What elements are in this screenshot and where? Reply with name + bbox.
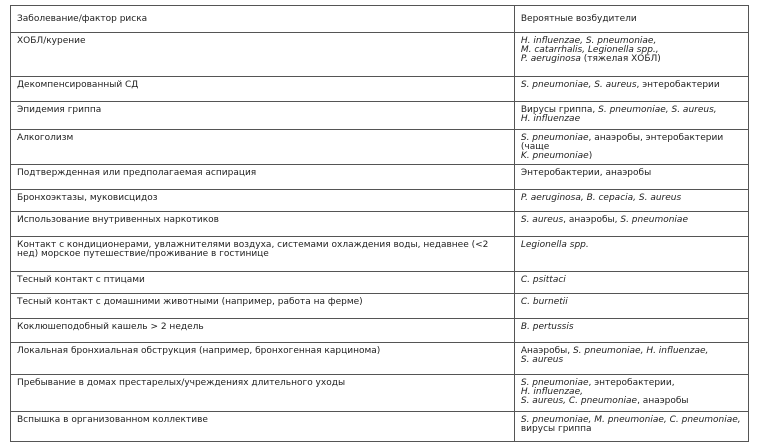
pathogen-text: (тяжелая ХОБЛ) — [580, 54, 661, 64]
table-row — [11, 412, 749, 442]
pathogen-text: Анаэробы, — [520, 346, 573, 356]
table-row — [11, 102, 749, 130]
pathogen-name: S. pneumoniae — [620, 215, 688, 225]
pathogen-name: S. pneumoniae, S. aureus, — [598, 105, 717, 115]
pathogen-text: , энтеробактерии — [636, 80, 720, 90]
pathogen-name: M. catarrhalis, Legionella spp., — [520, 45, 659, 55]
pathogens-cell — [514, 33, 748, 77]
pathogen-name: H. influenzae — [520, 114, 581, 124]
table-row — [11, 165, 749, 190]
table-row — [11, 237, 749, 272]
risk-factor-cell: Эпидемия гриппа — [11, 102, 515, 130]
risk-factor-cell: Пребывание в домах престарелых/учреждениях длительного уходы — [11, 375, 515, 412]
pathogens-cell — [514, 212, 748, 237]
pathogens-cell — [514, 190, 748, 212]
pathogen-text: вирусы гриппа — [520, 424, 592, 434]
risk-factor-cell: Декомпенсированный СД — [11, 77, 515, 102]
pathogen-name: S. aureus, C. pneumoniae — [520, 396, 638, 406]
pathogens-cell — [514, 237, 748, 272]
pathogen-text: , анаэробы, — [563, 215, 621, 225]
pathogen-text: Энтеробактерии, анаэробы — [520, 168, 652, 178]
pathogens-cell — [514, 102, 748, 130]
pathogen-name: B. pertussis — [520, 322, 574, 332]
pathogen-name: H. influenzae, S. pneumoniae, — [520, 36, 657, 46]
pathogens-cell — [514, 319, 748, 343]
pathogens-cell — [514, 165, 748, 190]
table-row — [11, 343, 749, 375]
pathogen-text: , анаэробы, энтеробактерии (чаще — [520, 133, 724, 152]
pathogen-name: P. aeruginosa, B. cepacia, S. aureus — [520, 193, 682, 203]
pathogens-cell — [514, 375, 748, 412]
table-row — [11, 190, 749, 212]
table-row — [11, 33, 749, 77]
pathogen-text: , энтеробактерии, — [588, 378, 675, 388]
table-row — [11, 212, 749, 237]
pathogen-name: S. pneumoniae — [520, 378, 589, 388]
table-row — [11, 375, 749, 412]
pathogens-cell — [514, 77, 748, 102]
risk-factor-cell: Локальная бронхиальная обструкция (например, бронхогенная карцинома) — [11, 343, 515, 375]
risk-factor-cell: Контакт с кондиционерами, увлажнителями воздуха, системами охлаждения воды, недавнее (<2 нед) морское путешествие/проживание в гостинице — [11, 237, 515, 272]
risk-factor-cell: Бронхоэктазы, муковисцидоз — [11, 190, 515, 212]
pathogen-name: P. aeruginosa — [520, 54, 581, 64]
pathogens-cell — [514, 130, 748, 165]
pathogen-name: Legionella spp. — [520, 240, 589, 250]
pathogen-name: S. pneumoniae — [520, 133, 589, 143]
risk-factor-cell: Коклюшеподобный кашель > 2 недель — [11, 319, 515, 343]
table-row — [11, 319, 749, 343]
header-agents: Вероятные возбудители — [514, 6, 748, 33]
pathogen-name: S. aureus — [520, 215, 564, 225]
risk-factors-table — [10, 5, 749, 442]
table-body — [11, 6, 749, 442]
risk-factor-cell: Использование внутривенных наркотиков — [11, 212, 515, 237]
header-factor: Заболевание/фактор риска — [11, 6, 515, 33]
table-row — [11, 130, 749, 165]
table-header-row — [11, 6, 749, 33]
pathogen-text: ) — [588, 151, 593, 161]
pathogen-name: H. influenzae, — [520, 387, 583, 397]
pathogens-cell — [514, 343, 748, 375]
risk-factor-cell: Вспышка в организованном коллективе — [11, 412, 515, 442]
pathogen-text: Вирусы гриппа, — [520, 105, 599, 115]
pathogens-cell — [514, 294, 748, 319]
pathogen-name: S. aureus — [520, 355, 564, 365]
pathogen-name: C. burnetii — [520, 297, 568, 307]
risk-factor-cell: ХОБЛ/курение — [11, 33, 515, 77]
pathogens-cell — [514, 272, 748, 294]
table-row — [11, 272, 749, 294]
pathogens-cell — [514, 412, 748, 442]
pathogen-text: , анаэробы — [637, 396, 689, 406]
pathogen-name: S. pneumoniae, M. pneumoniae, C. pneumoniae, — [520, 415, 741, 425]
risk-factor-cell: Подтвержденная или предполагаемая аспирация — [11, 165, 515, 190]
pathogen-name: C. psittaci — [520, 275, 566, 285]
table-row — [11, 294, 749, 319]
pathogen-name: K. pneumoniae — [520, 151, 589, 161]
pathogen-name: S. pneumoniae, S. aureus — [520, 80, 637, 90]
risk-factor-cell: Тесный контакт с домашними животными (например, работа на ферме) — [11, 294, 515, 319]
risk-factor-cell: Тесный контакт с птицами — [11, 272, 515, 294]
table-row — [11, 77, 749, 102]
pathogen-name: S. pneumoniae, H. influenzae, — [572, 346, 709, 356]
risk-factor-cell: Алкоголизм — [11, 130, 515, 165]
